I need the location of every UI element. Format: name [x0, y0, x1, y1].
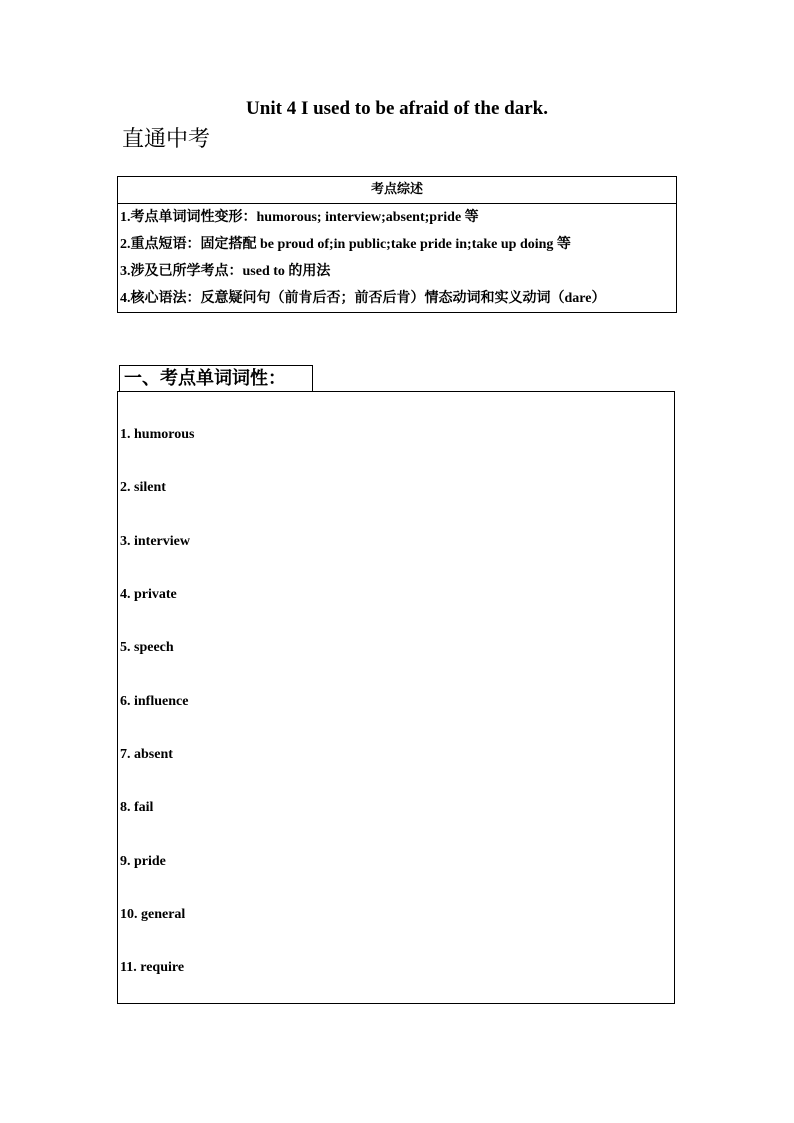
word-item: 6. influence — [120, 694, 189, 709]
summary-row: 4.核心语法：反意疑问句（前肯后否；前否后肯）情态动词和实义动词（dare） — [120, 291, 606, 306]
word-item: 7. absent — [120, 747, 173, 762]
summary-table — [117, 176, 677, 313]
word-list-box — [117, 391, 675, 1004]
word-item: 2. silent — [120, 480, 166, 495]
word-item: 4. private — [120, 587, 177, 602]
summary-row: 3.涉及已所学考点：used to 的用法 — [120, 264, 331, 279]
summary-row: 2.重点短语：固定搭配 be proud of;in public;take pride in;take up doing 等 — [120, 237, 571, 252]
summary-row: 1.考点单词词性变形：humorous; interview;absent;pride 等 — [120, 210, 479, 225]
section-label: 一、考点单词词性： — [119, 365, 313, 391]
word-item: 11. require — [120, 960, 185, 975]
word-item: 8. fail — [120, 800, 154, 815]
word-item: 9. pride — [120, 854, 166, 869]
summary-header: 考点综述 — [118, 177, 676, 204]
word-item: 3. interview — [120, 534, 190, 549]
word-item: 5. speech — [120, 640, 174, 655]
word-item: 1. humorous — [120, 427, 195, 442]
section-subtitle: 直通中考 — [122, 127, 211, 152]
word-item: 10. general — [120, 907, 186, 922]
page-title: Unit 4 I used to be afraid of the dark. — [246, 98, 548, 119]
